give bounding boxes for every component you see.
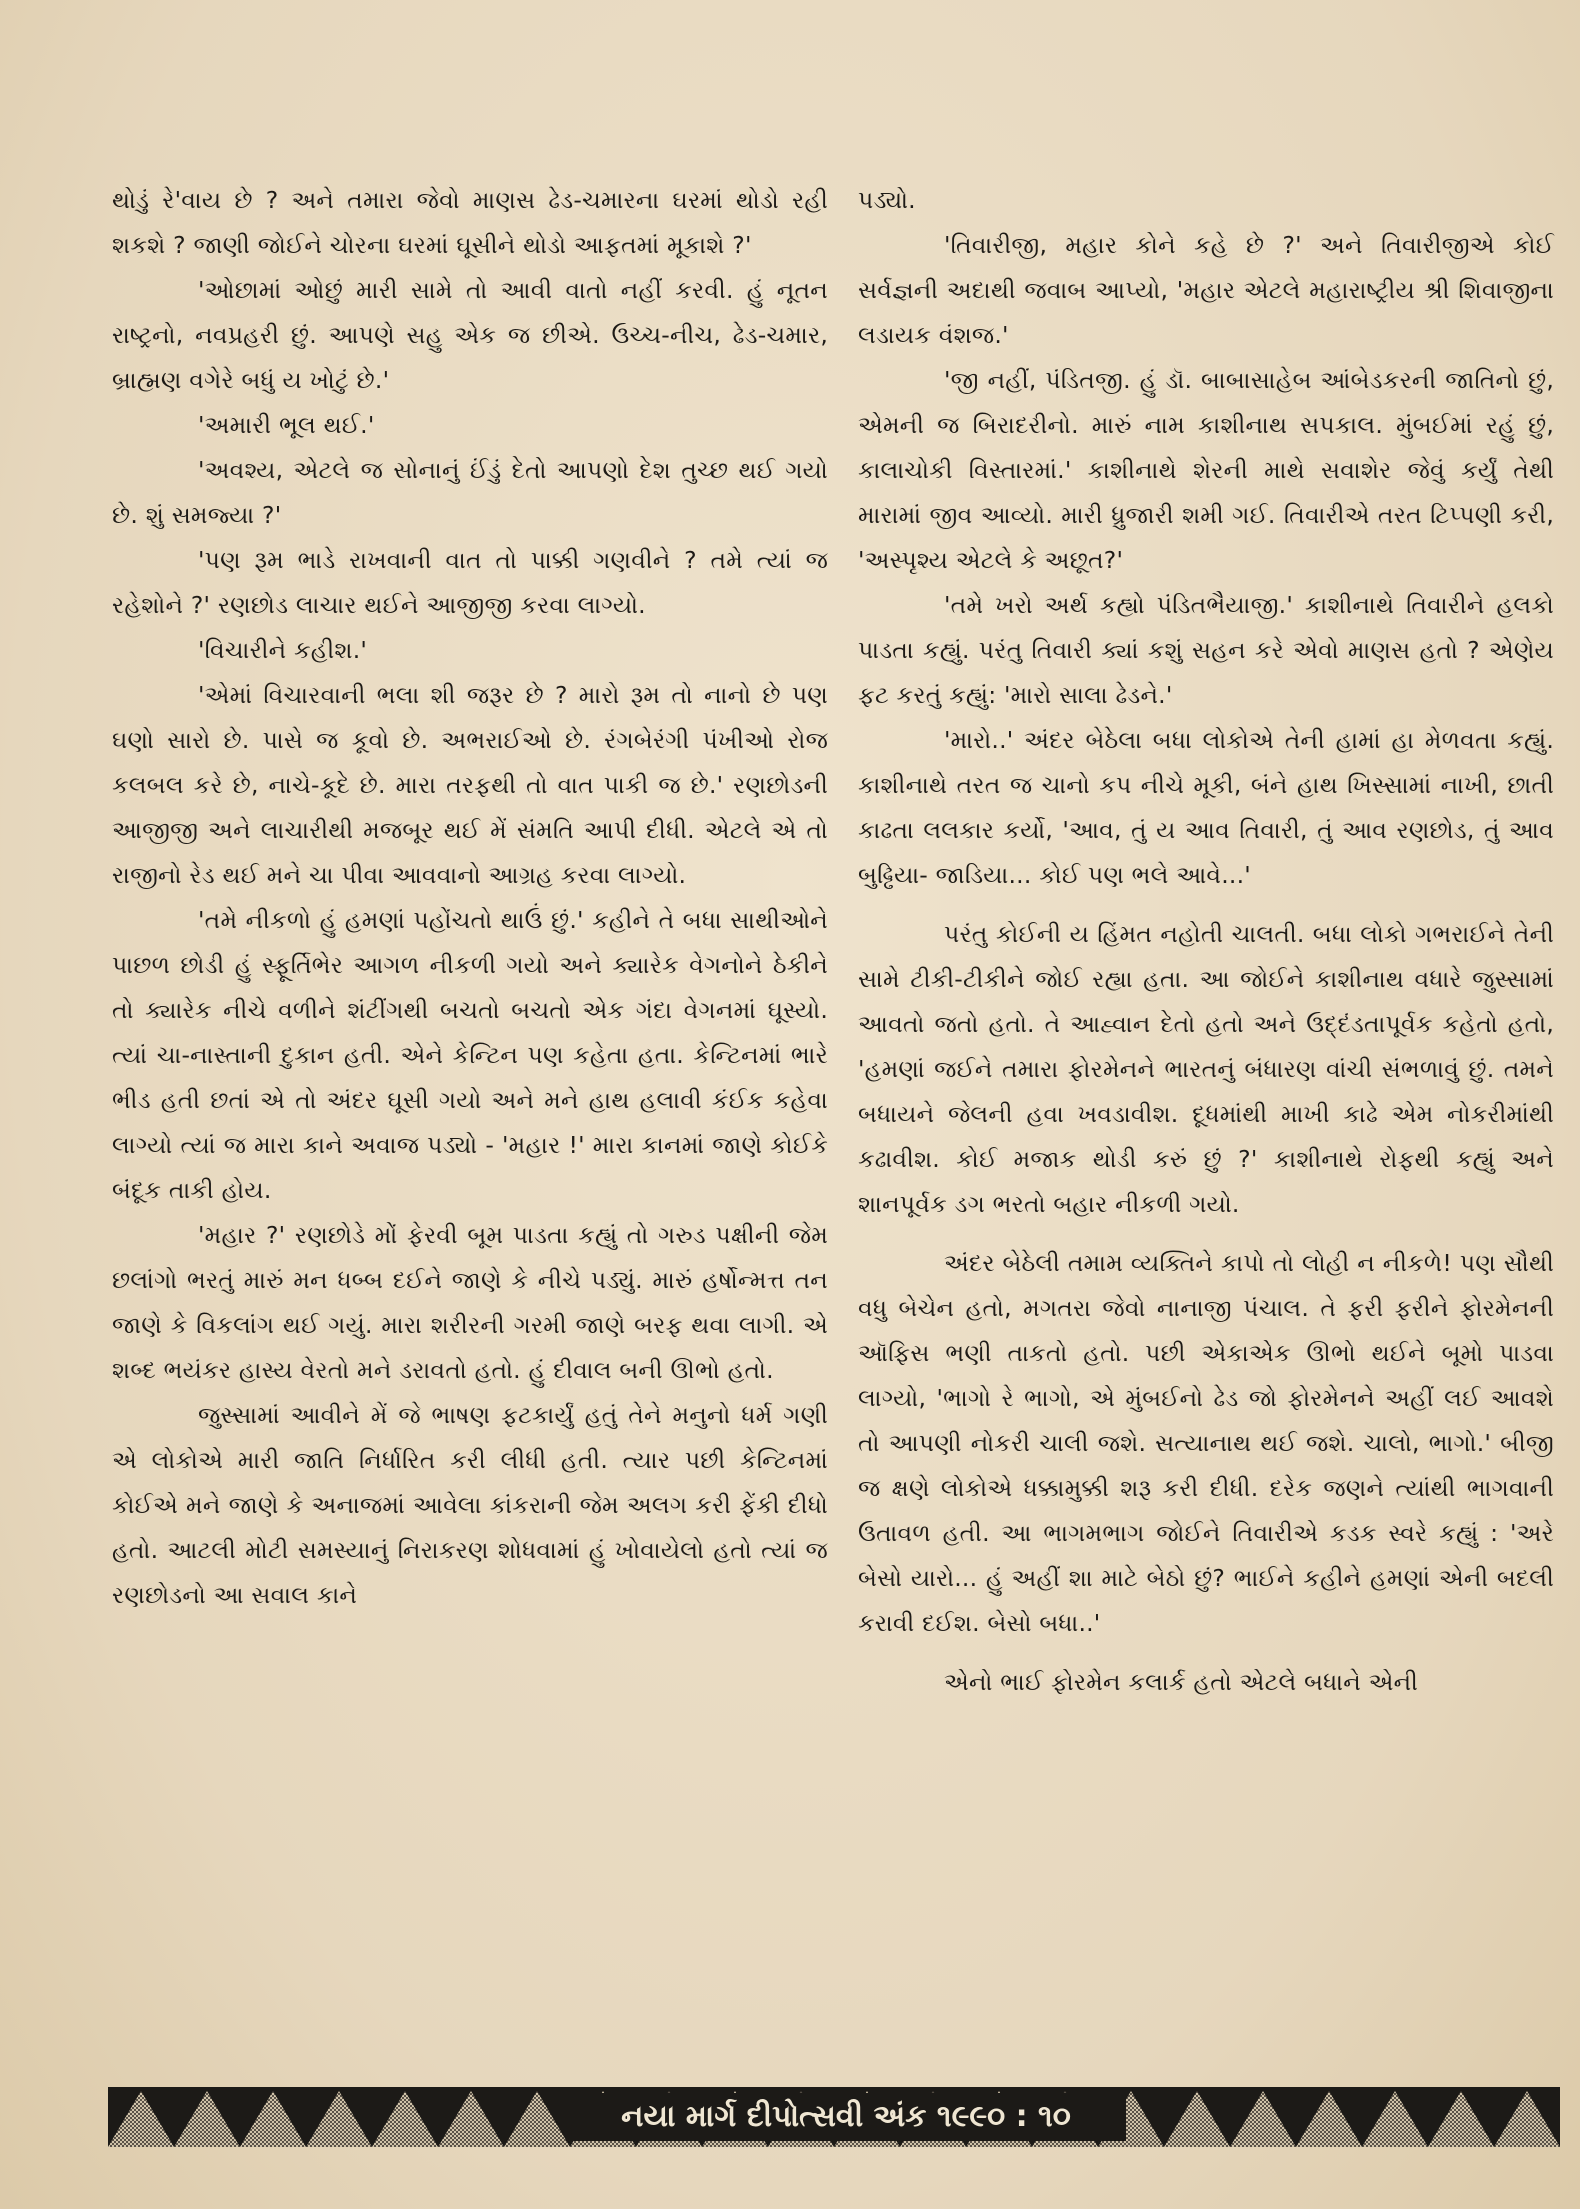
paragraph: 'તમે ખરો અર્થ કહ્યો પંડિતભૈયાજી.' કાશીનાથે તિવારીને હલકો પાડતા કહ્યું. પરંતુ તિવારી ક્યાં કશું સહન કરે એવો માણસ હતો ? એણેય ફટ કરતું કહ્યું: 'મારો સાલા ઢેડને.' bbox=[858, 591, 1554, 709]
paragraph: પરંતુ કોઈની ય હિંમત નહોતી ચાલતી. બધા લોકો ગભરાઈને તેની સામે ટીકી-ટીકીને જોઈ રહ્યા હતા. આ જોઈને કાશીનાથ વધારે જુસ્સામાં આવતો જતો હતો. તે આહ્વાન દેતો હતો અને ઉદ્દંડતાપૂર્વક કહેતો હતો, 'હમણાં જઈને તમારા ફોરમેનને ભારતનું બંધારણ વાંચી સંભળાવું છું. તમને બધાયને જેલની હવા ખવડાવીશ. દૂધમાંથી માખી કાઢે એમ નોકરીમાંથી કઢાવીશ. કોઈ મજાક થોડી કરું છું ?' કાશીનાથે રોફથી કહ્યું અને શાનપૂર્વક ડગ ભરતો બહાર નીકળી ગયો. bbox=[858, 920, 1554, 1218]
left-text-column bbox=[112, 178, 828, 1618]
zigzag-triangle bbox=[504, 2091, 570, 2147]
right-text-column bbox=[858, 178, 1554, 1705]
zigzag-triangle bbox=[1296, 2091, 1362, 2147]
zigzag-triangle bbox=[174, 2091, 240, 2147]
zigzag-triangle bbox=[372, 2091, 438, 2147]
zigzag-triangle bbox=[108, 2091, 174, 2147]
paragraph: પડ્યો. bbox=[858, 186, 916, 214]
footer-label: નયા માર્ગ દીપોત્સવી અંક ૧૯૯૦ : ૧૦ bbox=[566, 2093, 1126, 2141]
zigzag-triangle bbox=[1164, 2091, 1230, 2147]
paragraph: 'પણ રૂમ ભાડે રાખવાની વાત તો પાક્કી ગણવીને ? તમે ત્યાં જ રહેશોને ?' રણછોડ લાચાર થઈને આજીજી કરવા લાગ્યો. bbox=[112, 546, 828, 619]
paragraph: 'એમાં વિચારવાની ભલા શી જરૂર છે ? મારો રૂમ તો નાનો છે પણ ઘણો સારો છે. પાસે જ કૂવો છે. અભરાઈઓ છે. રંગબેરંગી પંખીઓ રોજ કલબલ કરે છે, નાચે-કૂદે છે. મારા તરફથી તો વાત પાકી જ છે.' રણછોડની આજીજી અને લાચારીથી મજબૂર થઈ મેં સંમતિ આપી દીધી. એટલે એ તો રાજીનો રેડ થઈ મને ચા પીવા આવવાનો આગ્રહ કરવા લાગ્યો. bbox=[112, 681, 828, 889]
paragraph: થોડું રે'વાય છે ? અને તમારા જેવો માણસ ઢેડ-ચમારના ઘરમાં થોડો રહી શકશે ? જાણી જોઈને ચોરના ઘરમાં ઘૂસીને થોડો આફતમાં મૂકાશે ?' bbox=[112, 186, 828, 259]
zigzag-triangle bbox=[438, 2091, 504, 2147]
footer-band bbox=[108, 2087, 1560, 2147]
zigzag-triangle bbox=[240, 2091, 306, 2147]
zigzag-triangle bbox=[1362, 2091, 1428, 2147]
paragraph: 'મહાર ?' રણછોડે મોં ફેરવી બૂમ પાડતા કહ્યું તો ગરુડ પક્ષીની જેમ છલાંગો ભરતું મારું મન ધબ્બ દઈને જાણે કે નીચે પડ્યું. મારું હર્ષોન્મત્ત તન જાણે કે વિકલાંગ થઈ ગયું. મારા શરીરની ગરમી જાણે બરફ થવા લાગી. એ શબ્દ ભયંકર હાસ્ય વેરતો મને ડરાવતો હતો. હું દીવાલ બની ઊભો હતો. bbox=[112, 1221, 828, 1384]
zigzag-triangle bbox=[1230, 2091, 1296, 2147]
zigzag-triangle bbox=[1494, 2091, 1560, 2147]
paragraph: 'ઓછામાં ઓછું મારી સામે તો આવી વાતો નહીં કરવી. હું નૂતન રાષ્ટ્રનો, નવપ્રહરી છું. આપણે સહુ એક જ છીએ. ઉચ્ચ-નીચ, ઢેડ-ચમાર, બ્રાહ્મણ વગેરે બધું ય ખોટું છે.' bbox=[112, 276, 828, 394]
zigzag-triangle bbox=[1428, 2091, 1494, 2147]
paragraph: 'તિવારીજી, મહાર કોને કહે છે ?' અને તિવારીજીએ કોઈ સર્વજ્ઞની અદાથી જવાબ આપ્યો, 'મહાર એટલે મહારાષ્ટ્રીય શ્રી શિવાજીના લડાયક વંશજ.' bbox=[858, 231, 1554, 349]
paragraph: 'અવશ્ય, એટલે જ સોનાનું ઈંડું દેતો આપણો દેશ તુચ્છ થઈ ગયો છે. શું સમજ્યા ?' bbox=[112, 456, 828, 529]
paragraph: 'અમારી ભૂલ થઈ.' bbox=[198, 411, 375, 439]
paragraph: 'વિચારીને કહીશ.' bbox=[198, 636, 368, 664]
paragraph: 'તમે નીકળો હું હમણાં પહોંચતો થાઉં છું.' કહીને તે બધા સાથીઓને પાછળ છોડી હું સ્ફૂર્તિભેર આગળ નીકળી ગયો અને ક્યારેક વેગનોને ઠેકીને તો ક્યારેક નીચે વળીને શંટીંગથી બચતો બચતો એક ગંદા વેગનમાં ઘૂસ્યો. ત્યાં ચા-નાસ્તાની દુકાન હતી. એને કેન્ટિન પણ કહેતા હતા. કેન્ટિનમાં ભારે ભીડ હતી છતાં એ તો અંદર ઘૂસી ગયો અને મને હાથ હલાવી કંઈક કહેવા લાગ્યો ત્યાં જ મારા કાને અવાજ પડ્યો - 'મહાર !' મારા કાનમાં જાણે કોઈકે બંદૂક તાકી હોય. bbox=[112, 906, 828, 1204]
paragraph: અંદર બેઠેલી તમામ વ્યક્તિને કાપો તો લોહી ન નીકળે! પણ સૌથી વધુ બેચેન હતો, મગતરા જેવો નાનાજી પંચાલ. તે ફરી ફરીને ફોરમેનની ઑફિસ ભણી તાકતો હતો. પછી એકાએક ઊભો થઈને બૂમો પાડવા લાગ્યો, 'ભાગો રે ભાગો, એ મુંબઈનો ઢેડ જો ફોરમેનને અહીં લઈ આવશે તો આપણી નોકરી ચાલી જશે. સત્યાનાથ થઈ જશે. ચાલો, ભાગો.' બીજી જ ક્ષણે લોકોએ ધક્કામુક્કી શરૂ કરી દીધી. દરેક જણને ત્યાંથી ભાગવાની ઉતાવળ હતી. આ ભાગમભાગ જોઈને તિવારીએ કડક સ્વરે કહ્યું : 'અરે બેસો યારો... હું અહીં શા માટે બેઠો છું? ભાઈને કહીને હમણાં એની બદલી કરાવી દઈશ. બેસો બધા..' bbox=[858, 1249, 1554, 1637]
paragraph: 'મારો..' અંદર બેઠેલા બધા લોકોએ તેની હામાં હા મેળવતા કહ્યું. કાશીનાથે તરત જ ચાનો કપ નીચે મૂકી, બંને હાથ ખિસ્સામાં નાખી, છાતી કાઢતા લલકાર કર્યો, 'આવ, તું ય આવ તિવારી, તું આવ રણછોડ, તું આવ બુઢ્ઢિયા- જાડિયા... કોઈ પણ ભલે આવે...' bbox=[858, 726, 1554, 889]
paragraph: જુસ્સામાં આવીને મેં જે ભાષણ ફટકાર્યું હતું તેને મનુનો ધર્મ ગણી એ લોકોએ મારી જાતિ નિર્ધારિત કરી લીધી હતી. ત્યાર પછી કેન્ટિનમાં કોઈએ મને જાણે કે અનાજમાં આવેલા કાંકરાની જેમ અલગ કરી ફેંકી દીધો હતો. આટલી મોટી સમસ્યાનું નિરાકરણ શોધવામાં હું ખોવાયેલો હતો ત્યાં જ રણછોડનો આ સવાલ કાને bbox=[112, 1401, 828, 1609]
zigzag-triangle bbox=[306, 2091, 372, 2147]
paragraph: એનો ભાઈ ફોરમેન કલાર્ક હતો એટલે બધાને એની bbox=[944, 1668, 1419, 1696]
paragraph: 'જી નહીં, પંડિતજી. હું ડૉ. બાબાસાહેબ આંબેડકરની જાતિનો છું, એમની જ બિરાદરીનો. મારું નામ કાશીનાથ સપકાલ. મુંબઈમાં રહું છું, કાલાચોકી વિસ્તારમાં.' કાશીનાથે શેરની માથે સવાશેર જેવું કર્યું તેથી મારામાં જીવ આવ્યો. મારી ધ્રુજારી શમી ગઈ. તિવારીએ તરત ટિપ્પણી કરી, 'અસ્પૃશ્ય એટલે કે અછૂત?' bbox=[858, 366, 1554, 574]
